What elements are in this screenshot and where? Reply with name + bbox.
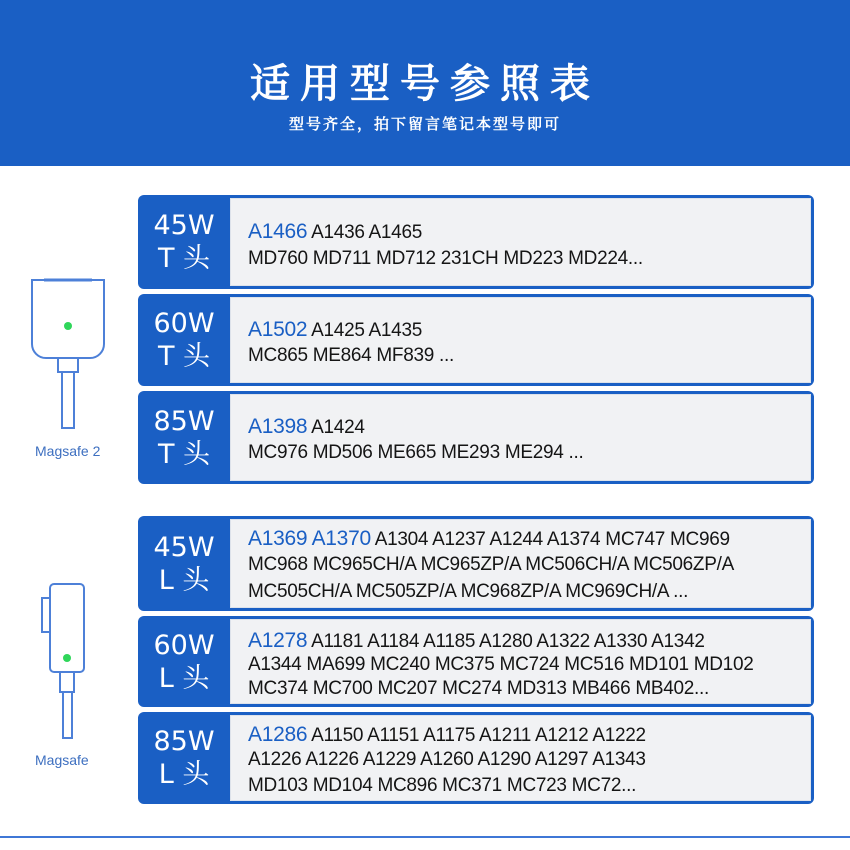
card-label: 60W L 头 bbox=[153, 629, 215, 694]
card-label: 85W L 头 bbox=[153, 726, 215, 790]
model-row: A1398 A1424 bbox=[248, 415, 365, 438]
header-banner bbox=[0, 0, 850, 166]
card-label: 60W T 头 bbox=[153, 308, 215, 372]
page-subtitle: 型号齐全，拍下留言笔记本型号即可 bbox=[288, 115, 561, 133]
model-list bbox=[230, 619, 811, 704]
model-row: MD760 MD711 MD712 231CH MD223 MD224... bbox=[248, 248, 643, 269]
magsafe-connector-icon bbox=[30, 578, 110, 748]
card-60w-t bbox=[138, 294, 814, 386]
model-row: MC374 MC700 MC207 MC274 MD313 MB466 MB402... bbox=[248, 678, 709, 699]
model-row: MC976 MD506 ME665 ME293 ME294 ... bbox=[248, 442, 584, 463]
card-60w-l bbox=[138, 616, 814, 707]
model-list bbox=[230, 715, 811, 801]
model-row: A1466 A1436 A1465 bbox=[248, 220, 422, 243]
bottom-divider bbox=[0, 836, 850, 838]
card-label: 85W T 头 bbox=[153, 405, 215, 470]
model-list bbox=[230, 297, 811, 383]
model-row: A1226 A1226 A1229 A1260 A1290 A1297 A1343 bbox=[248, 749, 646, 770]
model-list bbox=[230, 198, 811, 286]
card-label: 45W L 头 bbox=[153, 531, 215, 596]
model-list bbox=[230, 394, 811, 481]
card-label: 45W T 头 bbox=[153, 210, 215, 274]
magsafe-label: Magsafe bbox=[35, 752, 89, 768]
magsafe2-label: Magsafe 2 bbox=[35, 443, 101, 459]
page-title: 适用型号参照表 bbox=[250, 61, 600, 107]
model-list bbox=[230, 519, 811, 608]
model-row: MC865 ME864 MF839 ... bbox=[248, 345, 454, 366]
model-row: MC968 MC965CH/A MC965ZP/A MC506CH/A MC506ZP/A bbox=[248, 554, 734, 575]
magsafe2-connector-icon bbox=[18, 266, 118, 436]
card-45w-l bbox=[138, 516, 814, 611]
card-85w-t bbox=[138, 391, 814, 484]
card-45w-t bbox=[138, 195, 814, 289]
model-row: A1369 A1370 A1304 A1237 A1244 A1374 MC747 MC969 bbox=[248, 527, 730, 550]
card-85w-l bbox=[138, 712, 814, 804]
model-row: A1344 MA699 MC240 MC375 MC724 MC516 MD101 MD102 bbox=[248, 654, 754, 675]
model-row: MC505CH/A MC505ZP/A MC968ZP/A MC969CH/A ... bbox=[248, 581, 689, 602]
model-row: A1286 A1150 A1151 A1175 A1211 A1212 A1222 bbox=[248, 723, 646, 746]
model-row: A1278 A1181 A1184 A1185 A1280 A1322 A1330 A1342 bbox=[248, 629, 705, 652]
model-row: A1502 A1425 A1435 bbox=[248, 318, 422, 341]
model-row: MD103 MD104 MC896 MC371 MC723 MC72... bbox=[248, 775, 637, 796]
